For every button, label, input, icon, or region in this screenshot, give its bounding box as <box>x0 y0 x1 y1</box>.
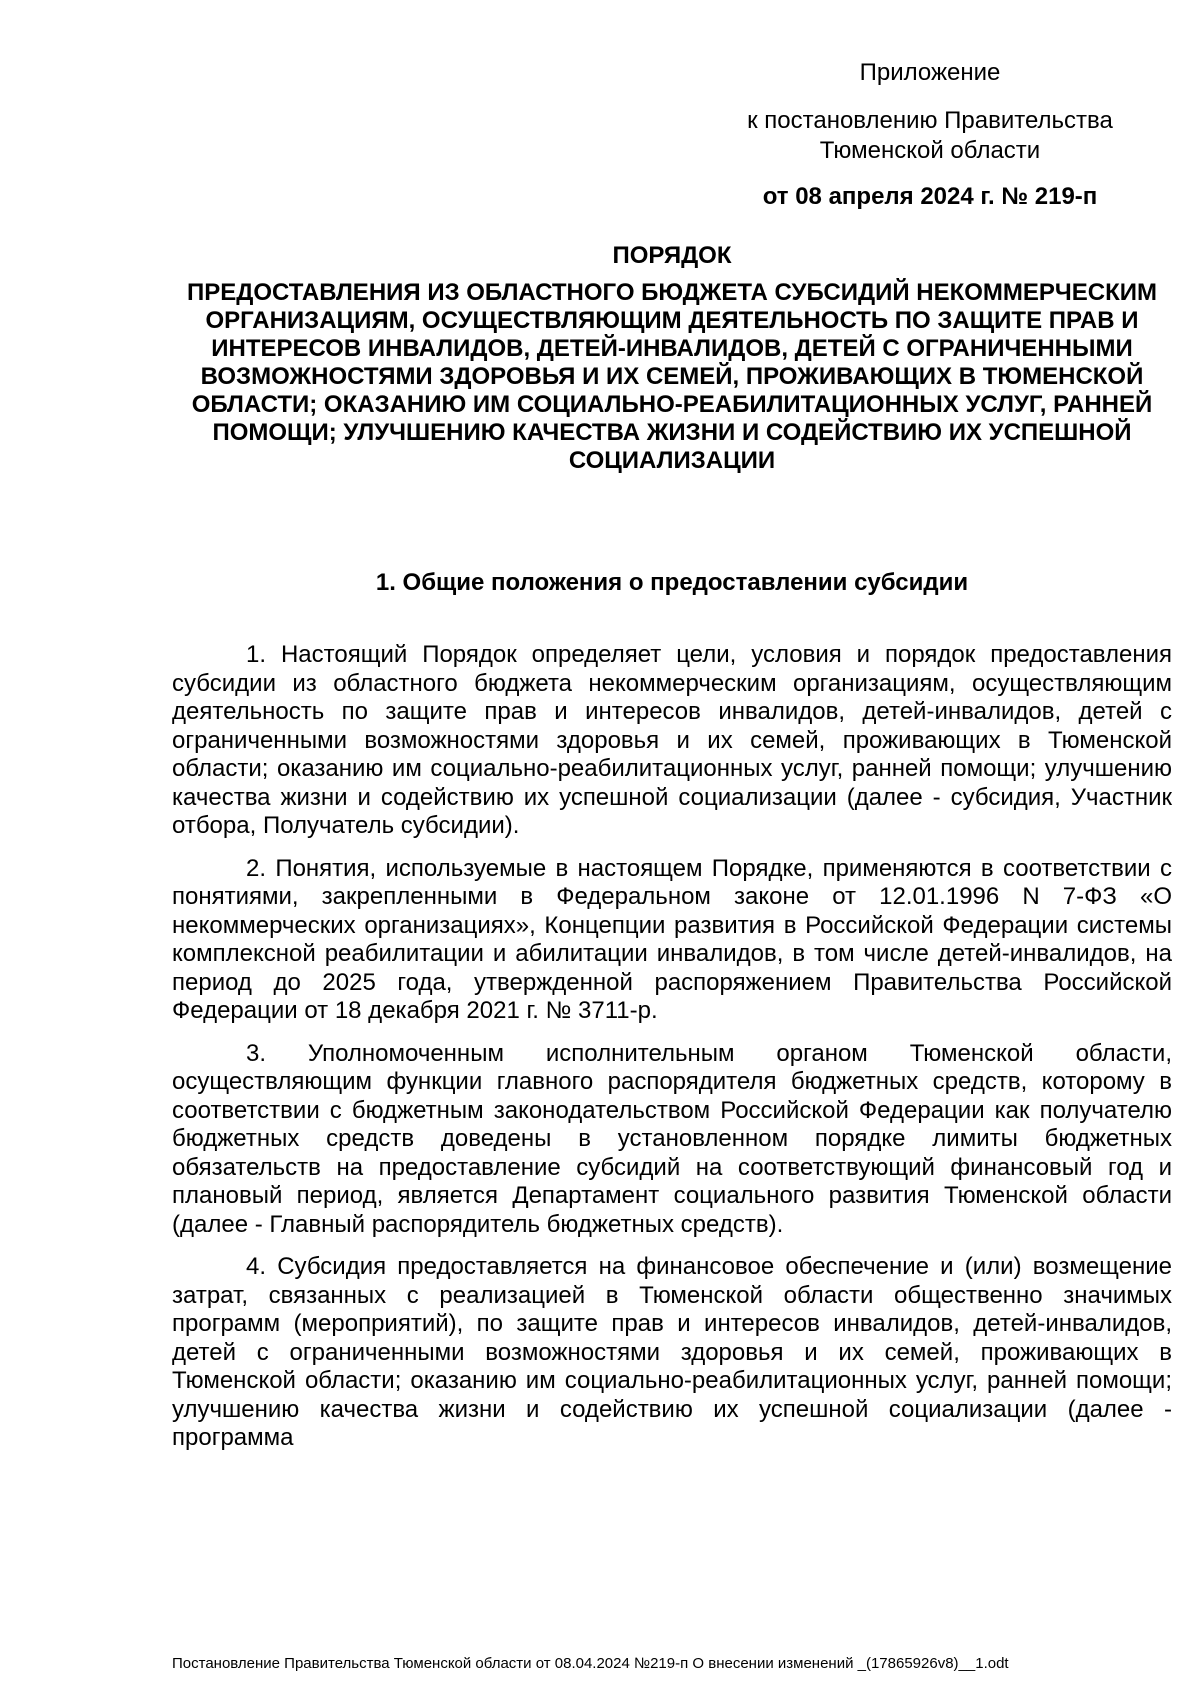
appendix-to: к постановлению Правительства Тюменской области <box>747 107 1113 164</box>
paragraph-3: 3. Уполномоченным исполнительным органом Тюменской области, осуществляющим функции главного распорядителя бюджетных средств, которому в соответствии с бюджетным законодательством Российской Федерации как получателю бюджетных средств доведены в установленном порядке лимиты бюджетных обязательств на предоставление субсидий на соответствующий финансовый год и плановый период, является Департамент социального развития Тюменской области (далее - Главный распорядитель бюджетных средств). <box>172 1039 1172 1238</box>
body-text <box>172 641 1172 1467</box>
paragraph-4: 4. Субсидия предоставляется на финансовое обеспечение и (или) возмещение затрат, связанных с реализацией в Тюменской области общественно значимых программ (мероприятий), по защите прав и интересов инвалидов, детей-инвалидов, детей с ограниченными возможностями здоровья и их семей, проживающих в Тюменской области; оказанию им социально-реабилитационных услуг, ранней помощи; улучшению качества жизни и содействию их успешной социализации (далее - программа <box>172 1253 1172 1451</box>
paragraph-1: 1. Настоящий Порядок определяет цели, условия и порядок предоставления субсидии из областного бюджета некоммерческим организациям, осуществляющим деятельность по защите прав и интересов инвалидов, детей-инвалидов, детей с ограниченными возможностями здоровья и их семей, проживающих в Тюменской области; оказанию им социально-реабилитационных услуг, ранней помощи; улучшению качества жизни и содействию их успешной социализации (далее - субсидия, Участник отбора, Получатель субсидии). <box>172 641 1172 839</box>
page-footer: Постановление Правительства Тюменской области от 08.04.2024 №219-п О внесении изменений _(17865926v8)__1.odt <box>172 1655 1009 1672</box>
paragraph-2: 2. Понятия, используемые в настоящем Порядке, применяются в соответствии с понятиями, закрепленными в Федеральном законе от 12.01.1996 N 7-ФЗ «О некоммерческих организациях», Концепции развития в Российской Федерации системы комплексной реабилитации и абилитации инвалидов, в том числе детей-инвалидов, на период до 2025 года, утвержденной распоряжением Правительства Российской Федерации от 18 декабря 2021 г. № 3711-р. <box>172 854 1172 1024</box>
appendix-block <box>700 58 1160 212</box>
appendix-title: Приложение <box>859 59 1001 86</box>
order-heading: ПОРЯДОК <box>612 242 732 269</box>
section-heading: 1. Общие положения о предоставлении субсидии <box>375 569 969 596</box>
appendix-date: от 08 апреля 2024 г. № 219-п <box>762 183 1098 210</box>
order-title-block <box>172 241 1172 475</box>
order-subtitle: ПРЕДОСТАВЛЕНИЯ ИЗ ОБЛАСТНОГО БЮДЖЕТА СУБСИДИЙ НЕКОММЕРЧЕСКИМ ОРГАНИЗАЦИЯМ, ОСУЩЕСТВЛЯЮЩИМ ДЕЯТЕЛЬНОСТЬ ПО ЗАЩИТЕ ПРАВ И ИНТЕРЕСОВ ИНВАЛИДОВ, ДЕТЕЙ-ИНВАЛИДОВ, ДЕТЕЙ С ОГРАНИЧЕННЫМИ ВОЗМОЖНОСТЯМИ ЗДОРОВЬЯ И ИХ СЕМЕЙ, ПРОЖИВАЮЩИХ В ТЮМЕНСКОЙ ОБЛАСТИ; ОКАЗАНИЮ ИМ СОЦИАЛЬНО-РЕАБИЛИТАЦИОННЫХ УСЛУГ, РАННЕЙ ПОМОЩИ; УЛУЧШЕНИЮ КАЧЕСТВА ЖИЗНИ И СОДЕЙСТВИЮ ИХ УСПЕШНОЙ СОЦИАЛИЗАЦИИ <box>186 279 1158 474</box>
